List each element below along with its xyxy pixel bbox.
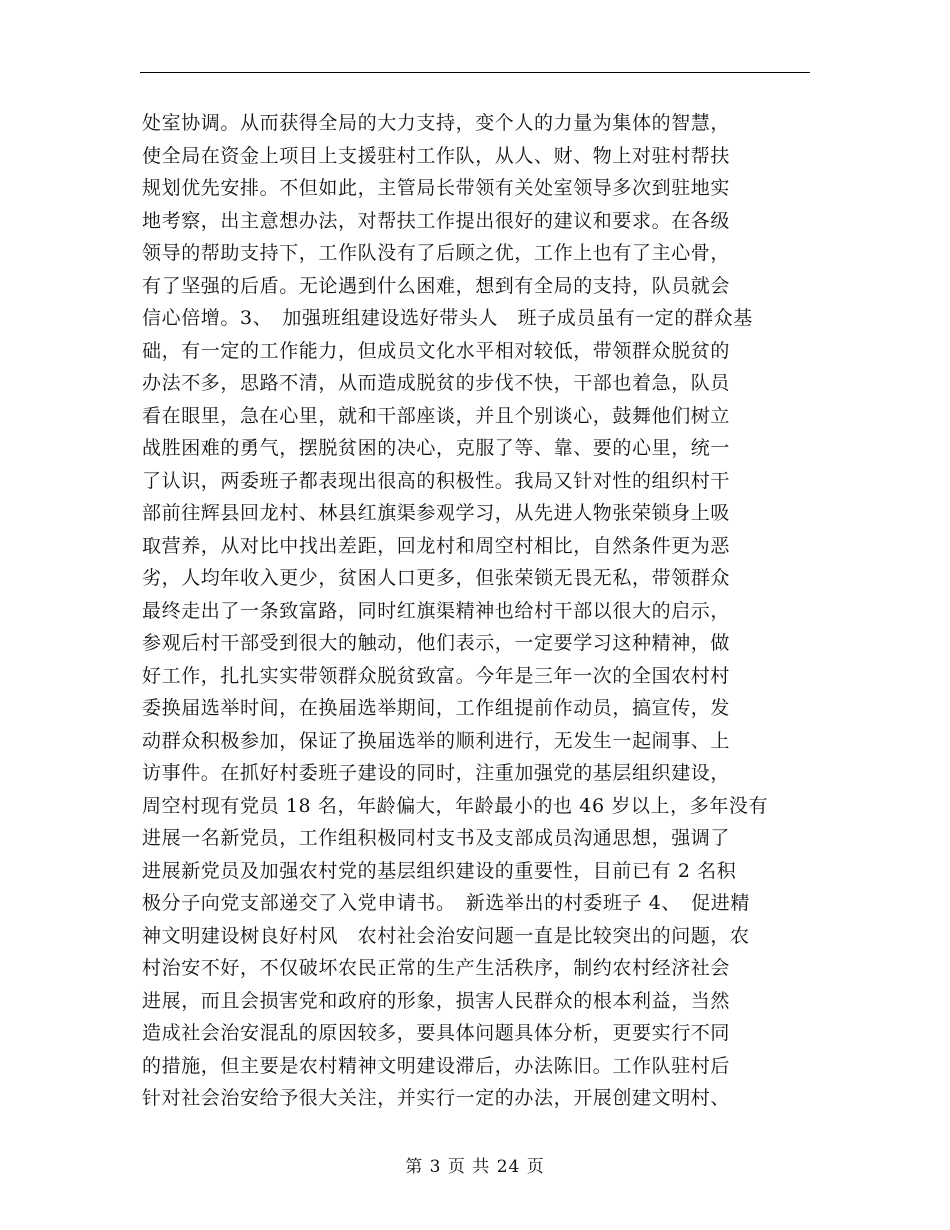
text-line: 参观后村干部受到很大的触动，他们表示，一定要学习这种精神，做: [142, 632, 731, 654]
text-line: 领导的帮助支持下，工作队没有了后顾之优，工作上也有了主心骨，: [142, 242, 731, 264]
text-line: 处室协调。从而获得全局的大力支持，变个人的力量为集体的智慧，: [142, 112, 731, 134]
text-line: 有了坚强的后盾。无论遇到什么困难，想到有全局的支持，队员就会: [142, 274, 731, 297]
page-footer: 第 3 页 共 24 页: [405, 1157, 545, 1177]
text-line: 村治安不好，不仅破坏农民正常的生产生活秩序，制约农村经济社会: [142, 957, 731, 979]
text-line: 周空村现有党员 18 名，年龄偏大，年龄最小的也 46 岁以上，多年没有: [142, 794, 769, 817]
text-line: 的措施，但主要是农村精神文明建设滞后，办法陈旧。工作队驻村后: [142, 1054, 731, 1077]
body-paragraph: [142, 107, 812, 1115]
text-line: 神文明建设树良好村风 农村社会治安问题一直是比较突出的问题，农: [142, 924, 750, 947]
text-line: 部前往辉县回龙村、林县红旗渠参观学习，从先进人物张荣锁身上吸: [142, 502, 731, 524]
text-line: 取营养，从对比中找出差距，回龙村和周空村相比，自然条件更为恶: [142, 534, 731, 557]
text-line: 信心倍增。3、 加强班组建设选好带头人 班子成员虽有一定的群众基: [142, 307, 753, 329]
text-line: 看在眼里，急在心里，就和干部座谈，并且个别谈心，鼓舞他们树立: [142, 404, 731, 427]
text-line: 造成社会治安混乱的原因较多，要具体问题具体分析，更要实行不同: [142, 1022, 731, 1044]
text-line: 进展，而且会损害党和政府的形象，损害人民群众的根本利益，当然: [142, 989, 731, 1012]
text-line: 针对社会治安给予很大关注，并实行一定的办法，开展创建文明村、: [142, 1087, 731, 1109]
text-line: 办法不多，思路不清，从而造成脱贫的步伐不快，干部也着急，队员: [142, 372, 731, 394]
text-line: 础，有一定的工作能力，但成员文化水平相对较低，带领群众脱贫的: [142, 339, 731, 362]
text-line: 最终走出了一条致富路，同时红旗渠精神也给村干部以很大的启示，: [142, 599, 731, 622]
text-line: 使全局在资金上项目上支援驻村工作队，从人、财、物上对驻村帮扶: [142, 144, 731, 167]
text-line: 进展新党员及加强农村党的基层组织建设的重要性，目前已有 2 名积: [142, 859, 737, 882]
text-line: 劣，人均年收入更少，贫困人口更多，但张荣锁无畏无私，带领群众: [142, 567, 731, 589]
text-line: 规划优先安排。不但如此，主管局长带领有关处室领导多次到驻地实: [142, 177, 731, 199]
text-line: 极分子向党支部递交了入党申请书。 新选举出的村委班子 4、 促进精: [142, 892, 750, 914]
text-line: 访事件。在抓好村委班子建设的同时，注重加强党的基层组织建设，: [142, 762, 731, 784]
text-line: 了认识，两委班子都表现出很高的积极性。我局又针对性的组织村干: [142, 469, 731, 492]
text-line: 地考察，出主意想办法，对帮扶工作提出很好的建议和要求。在各级: [142, 209, 731, 232]
text-line: 动群众积极参加，保证了换届选举的顺利进行，无发生一起闹事、上: [142, 729, 731, 752]
header-rule: [140, 72, 810, 73]
text-line: 战胜困难的勇气，摆脱贫困的决心，克服了等、靠、要的心里，统一: [142, 437, 731, 459]
text-line: 好工作，扎扎实实带领群众脱贫致富。今年是三年一次的全国农村村: [142, 664, 731, 687]
text-line: 委换届选举时间，在换届选举期间，工作组提前作动员，搞宣传，发: [142, 697, 731, 719]
text-line: 进展一名新党员，工作组积极同村支书及支部成员沟通思想，强调了: [142, 827, 731, 849]
